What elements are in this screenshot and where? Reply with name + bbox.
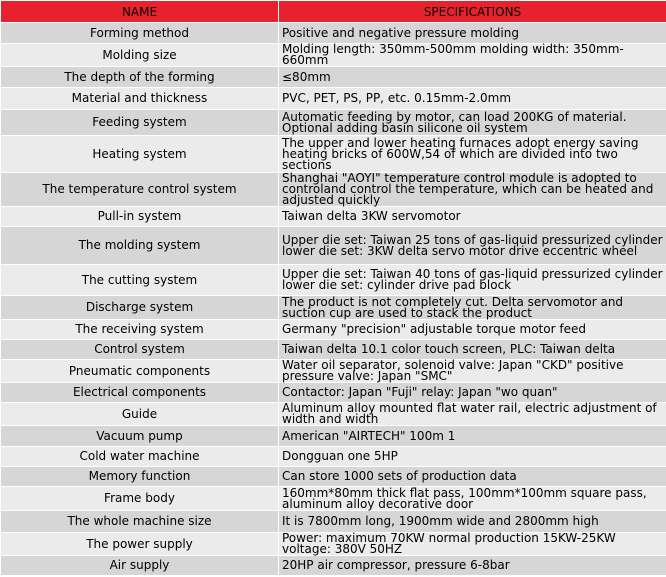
spec-value-cell: Taiwan delta 10.1 color touch screen, PLC: Taiwan delta [279, 340, 666, 360]
spec-name-cell: The whole machine size [1, 511, 279, 533]
table-row [1, 296, 666, 320]
spec-name-cell: Pull-in system [1, 207, 279, 227]
spec-name-cell: Control system [1, 340, 279, 360]
spec-name-cell: Vacuum pump [1, 426, 279, 447]
spec-value-cell: Upper die set: Taiwan 40 tons of gas-liquid pressurized cylinder lower die set: cylinder drive pad block [279, 265, 666, 296]
table-row [1, 320, 666, 340]
spec-value-cell: The product is not completely cut. Delta servomotor and suction cup are used to stack the product [279, 296, 666, 320]
table-row [1, 511, 666, 533]
table-row [1, 88, 666, 110]
spec-name-cell: Cold water machine [1, 447, 279, 467]
table-row [1, 110, 666, 136]
name-column-header: NAME [1, 1, 279, 23]
spec-value-cell: American "AIRTECH" 100m 1 [279, 426, 666, 447]
table-row [1, 136, 666, 173]
spec-name-cell: Heating system [1, 136, 279, 173]
spec-name-cell: Pneumatic components [1, 360, 279, 383]
spec-value-cell: Taiwan delta 3KW servomotor [279, 207, 666, 227]
table-row [1, 383, 666, 403]
spec-value-cell: Can store 1000 sets of production data [279, 467, 666, 487]
table-row [1, 67, 666, 88]
table-row [1, 487, 666, 511]
table-row [1, 265, 666, 296]
spec-name-cell: The temperature control system [1, 173, 279, 207]
spec-name-cell: Memory function [1, 467, 279, 487]
spec-value-cell: Upper die set: Taiwan 25 tons of gas-liquid pressurized cylinder lower die set: 3KW delta servo motor drive eccentric wheel [279, 227, 666, 265]
spec-name-cell: Molding size [1, 44, 279, 67]
spec-value-cell: Dongguan one 5HP [279, 447, 666, 467]
table-row [1, 533, 666, 556]
table-row [1, 426, 666, 447]
table-body [1, 23, 666, 576]
spec-value-cell: Water oil separator, solenoid valve: Japan "CKD" positive pressure valve: Japan "SMC" [279, 360, 666, 383]
spec-name-cell: The receiving system [1, 320, 279, 340]
spec-value-cell: 20HP air compressor, pressure 6-8bar [279, 556, 666, 576]
table-header-row [1, 1, 666, 23]
table-row [1, 360, 666, 383]
spec-value-cell: It is 7800mm long, 1900mm wide and 2800mm high [279, 511, 666, 533]
spec-name-cell: Material and thickness [1, 88, 279, 110]
spec-name-cell: Discharge system [1, 296, 279, 320]
spec-value-cell: Germany "precision" adjustable torque motor feed [279, 320, 666, 340]
spec-value-cell: Automatic feeding by motor, can load 200KG of material. Optional adding basin silicone oil system [279, 110, 666, 136]
table-row [1, 467, 666, 487]
spec-name-cell: Frame body [1, 487, 279, 511]
spec-name-cell: Guide [1, 403, 279, 426]
spec-value-cell: The upper and lower heating furnaces adopt energy saving heating bricks of 600W,54 of which are divided into two sections [279, 136, 666, 173]
spec-value-cell: Contactor: Japan "Fuji" relay: Japan "wo quan" [279, 383, 666, 403]
spec-value-cell: Power: maximum 70KW normal production 15KW-25KW voltage: 380V 50HZ [279, 533, 666, 556]
specifications-column-header: SPECIFICATIONS [279, 1, 666, 23]
spec-value-cell: ≤80mm [279, 67, 666, 88]
table-row [1, 403, 666, 426]
table-row [1, 340, 666, 360]
table-row [1, 207, 666, 227]
spec-value-cell: Aluminum alloy mounted flat water rail, electric adjustment of width and width [279, 403, 666, 426]
spec-name-cell: The cutting system [1, 265, 279, 296]
spec-value-cell: 160mm*80mm thick flat pass, 100mm*100mm square pass, aluminum alloy decorative door [279, 487, 666, 511]
table-row [1, 447, 666, 467]
table-row [1, 44, 666, 67]
table-row [1, 556, 666, 576]
spec-value-cell: Positive and negative pressure molding [279, 23, 666, 44]
spec-name-cell: Electrical components [1, 383, 279, 403]
spec-value-cell: Molding length: 350mm-500mm molding width: 350mm-660mm [279, 44, 666, 67]
spec-name-cell: Forming method [1, 23, 279, 44]
spec-name-cell: The molding system [1, 227, 279, 265]
spec-name-cell: The depth of the forming [1, 67, 279, 88]
spec-name-cell: The power supply [1, 533, 279, 556]
table-row [1, 173, 666, 207]
spec-value-cell: Shanghai "AOYI" temperature control module is adopted to controland control the temperature, which can be heated and adjusted quickly [279, 173, 666, 207]
spec-name-cell: Feeding system [1, 110, 279, 136]
spec-value-cell: PVC, PET, PS, PP, etc. 0.15mm-2.0mm [279, 88, 666, 110]
table-row [1, 227, 666, 265]
spec-name-cell: Air supply [1, 556, 279, 576]
table-row [1, 23, 666, 44]
